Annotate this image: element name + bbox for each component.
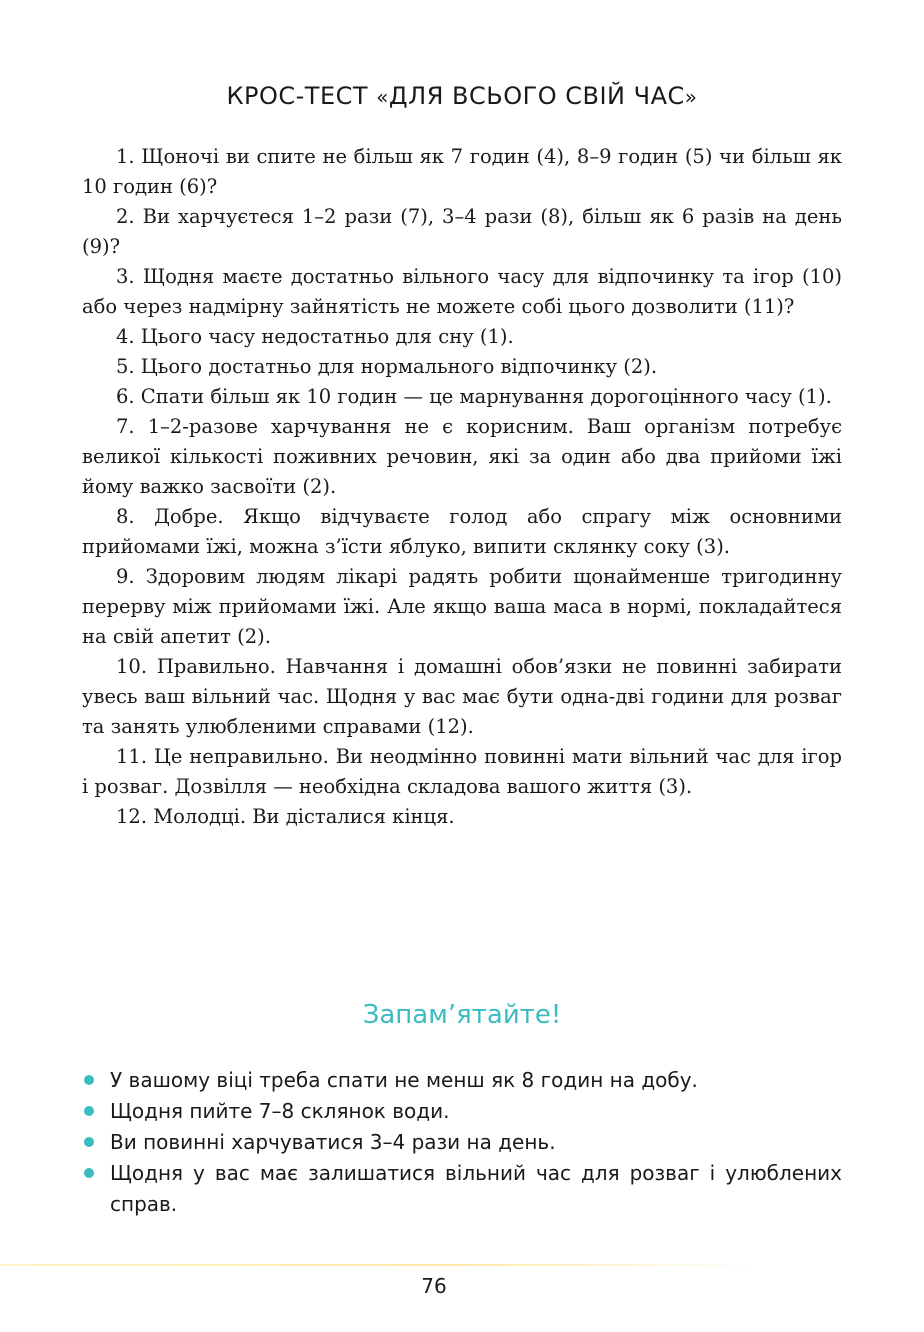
question-item: 6. Спати більш як 10 годин — це марнування дорогоцінного часу (1). xyxy=(116,385,832,408)
remember-item-text: Щодня пийте 7–8 склянок води. xyxy=(110,1099,450,1123)
remember-item-text: Щодня у вас має залишатися вільний час для розваг і улюблених справ. xyxy=(110,1161,842,1216)
page-title xyxy=(0,82,924,110)
footer-divider xyxy=(0,1264,760,1266)
remember-item-text: У вашому віці треба спати не менш як 8 годин на добу. xyxy=(110,1068,698,1092)
remember-item xyxy=(82,1158,842,1220)
question-item: 8. Добре. Якщо відчуваєте голод або спрагу між основними прийомами їжі, можна з’їсти яблуко, випити склянку соку (3). xyxy=(82,505,842,558)
remember-item xyxy=(82,1065,842,1096)
page-number: 76 xyxy=(421,1274,447,1298)
question-item: 7. 1–2-разове харчування не є корисним. Ваш організм потребує великої кількості поживних речовин, які за один або два прийоми їжі йому важко засвоїти (2). xyxy=(82,415,842,498)
question-item: 10. Правильно. Навчання і домашні обов’язки не повинні забирати увесь ваш вільний час. Щодня у вас має бути одна-дві години для розваг та занять улюбленими справами (12). xyxy=(82,655,842,738)
remember-list xyxy=(82,1065,842,1220)
question-item: 11. Це неправильно. Ви неодмінно повинні мати вільний час для ігор і розваг. Дозвілля — необхідна складова вашого життя (3). xyxy=(82,745,842,798)
title-open-quote: « xyxy=(376,85,389,109)
bullet-dot-icon xyxy=(84,1137,94,1147)
remember-item-text: Ви повинні харчуватися 3–4 рази на день. xyxy=(110,1130,556,1154)
bullet-dot-icon xyxy=(84,1168,94,1178)
question-item: 12. Молодці. Ви дісталися кінця. xyxy=(116,805,455,828)
question-item: 9. Здоровим людям лікарі радять робити щонайменше тригодинну перерву між прийомами їжі. Але якщо ваша маса в нормі, покладайтеся на свій апетит (2). xyxy=(82,565,842,648)
bullet-dot-icon xyxy=(84,1075,94,1085)
question-item: 1. Щоночі ви спите не більш як 7 годин (4), 8–9 годин (5) чи більш як 10 годин (6)? xyxy=(82,145,842,198)
question-item: 2. Ви харчуєтеся 1–2 рази (7), 3–4 рази (8), більш як 6 разів на день (9)? xyxy=(82,205,842,258)
remember-item xyxy=(82,1096,842,1127)
title-main: КРОС-ТЕСТ xyxy=(226,82,377,110)
title-inner: ДЛЯ ВСЬОГО СВІЙ ЧАС xyxy=(388,82,685,110)
question-list xyxy=(82,142,842,832)
title-close-quote: » xyxy=(684,85,698,109)
remember-item xyxy=(82,1127,842,1158)
question-item: 4. Цього часу недостатньо для сну (1). xyxy=(116,325,514,348)
bullet-dot-icon xyxy=(84,1106,94,1116)
question-item: 5. Цього достатньо для нормального відпочинку (2). xyxy=(116,355,658,378)
question-item: 3. Щодня маєте достатньо вільного часу для відпочинку та ігор (10) або через надмірну зайнятість не можете собі цього дозволити (11)? xyxy=(82,265,842,318)
remember-heading: Запам’ятайте! xyxy=(362,1000,562,1030)
